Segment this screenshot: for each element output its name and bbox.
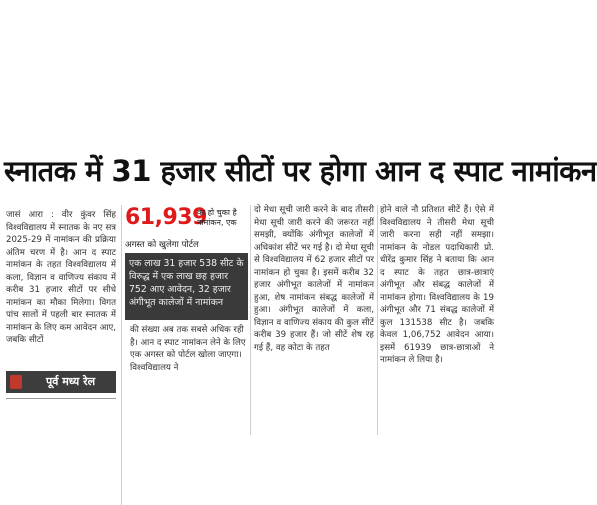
banner-text: पूर्व मध्य रेल xyxy=(46,375,96,388)
highlight-side-text: का हो चुका है नामांकन, एक xyxy=(197,208,237,227)
headline: स्नातक में 31 हजार सीटों पर होगा आन द स्पाट नामांकन xyxy=(4,154,597,188)
column-2-text: की संख्या अब तक सबसे अधिक रही है। आन द स्पाट नामांकन लेने के लिए एक अगस्त को पोर्टल खोला जाएगा। विश्वविद्यालय ने xyxy=(130,325,246,373)
highlight-box xyxy=(125,205,248,250)
article-column-4 xyxy=(380,204,494,367)
banner-underline xyxy=(6,398,116,399)
column-divider xyxy=(121,205,122,505)
highlight-number: 61,939 xyxy=(125,205,207,230)
stat-box xyxy=(125,253,248,320)
advertisement-banner xyxy=(6,371,116,393)
stat-box-text: एक लाख 31 हजार 538 सीट के विरुद्ध में एक लाख छह हजार 752 आए आवेदन, 32 हजार अंगीभूत कालेजों में नामांकन xyxy=(129,258,244,308)
column-divider xyxy=(250,205,251,435)
column-3-text: दो मेधा सूची जारी करने के बाद तीसरी मेधा सूची जारी करने की जरूरत नहीं समझी, क्योंकि अंगीभूत कालेजों में अधिकांश सीटें भर गई है। दो मेधा सूची से विश्वविद्यालय में 62 हजार सीटों पर नामांकन हो चुका है। इसमें करीब 32 हजार अंगीभूत कालेजों में नामांकन हुआ, शेष नामांकन संबद्ध कालेजों में हुआ। अंगीभूत कालेजों में कला, विज्ञान व वाणिज्य संकाय की कुल सीटें करीब 39 हजार हैं। जो सीटें शेष रह गई हैं, वह कोटा के तहत xyxy=(254,205,374,353)
highlight-subtext: अगस्त को खुलेगा पोर्टल xyxy=(125,240,199,250)
article-column-1 xyxy=(6,209,116,347)
article-column-3 xyxy=(254,204,374,354)
railway-logo-icon xyxy=(10,375,22,389)
column-divider xyxy=(377,205,378,435)
blank-top-area xyxy=(0,0,500,100)
column-4-text: होने वाले नौ प्रतिशत सीटें हैं। ऐसे में विश्वविद्यालय ने तीसरी मेधा सूची जारी करना सही नहीं समझा। नामांकन के नोडल पदाधिकारी प्रो. धीरेंद्र कुमार सिंह ने बताया कि आन द स्पाट के तहत छात्र-छात्राएं अंगीभूत और संबद्ध कालेजों में नामांकन होगा। विश्वविद्यालय के 19 अंगीभूत और 71 संबद्ध कालेजों में कुल 131538 सीट है। जबकि केवल 1,06,752 आवेदन आया। इसमें 61939 छात्र-छात्राओं ने नामांकन ले लिया है। xyxy=(380,205,494,365)
column-1-text: जासं आरा : वीर कुंवर सिंह विश्वविद्यालय में स्नातक के नए सत्र 2025-29 में नामांकन की प्रक्रिया अंतिम चरण में है। आन द स्पाट नामांकन के तहत विश्वविद्यालय में कला, विज्ञान व वाणिज्य संकाय में करीब 31 हजार सीटों पर सीधे नामांकन का मौका मिलेगा। विगत पांच सालों में पहली बार स्नातक में नामांकन के लिए कम आवेदन आए, जबकि सीटों xyxy=(6,210,116,345)
article-column-2 xyxy=(130,324,250,374)
